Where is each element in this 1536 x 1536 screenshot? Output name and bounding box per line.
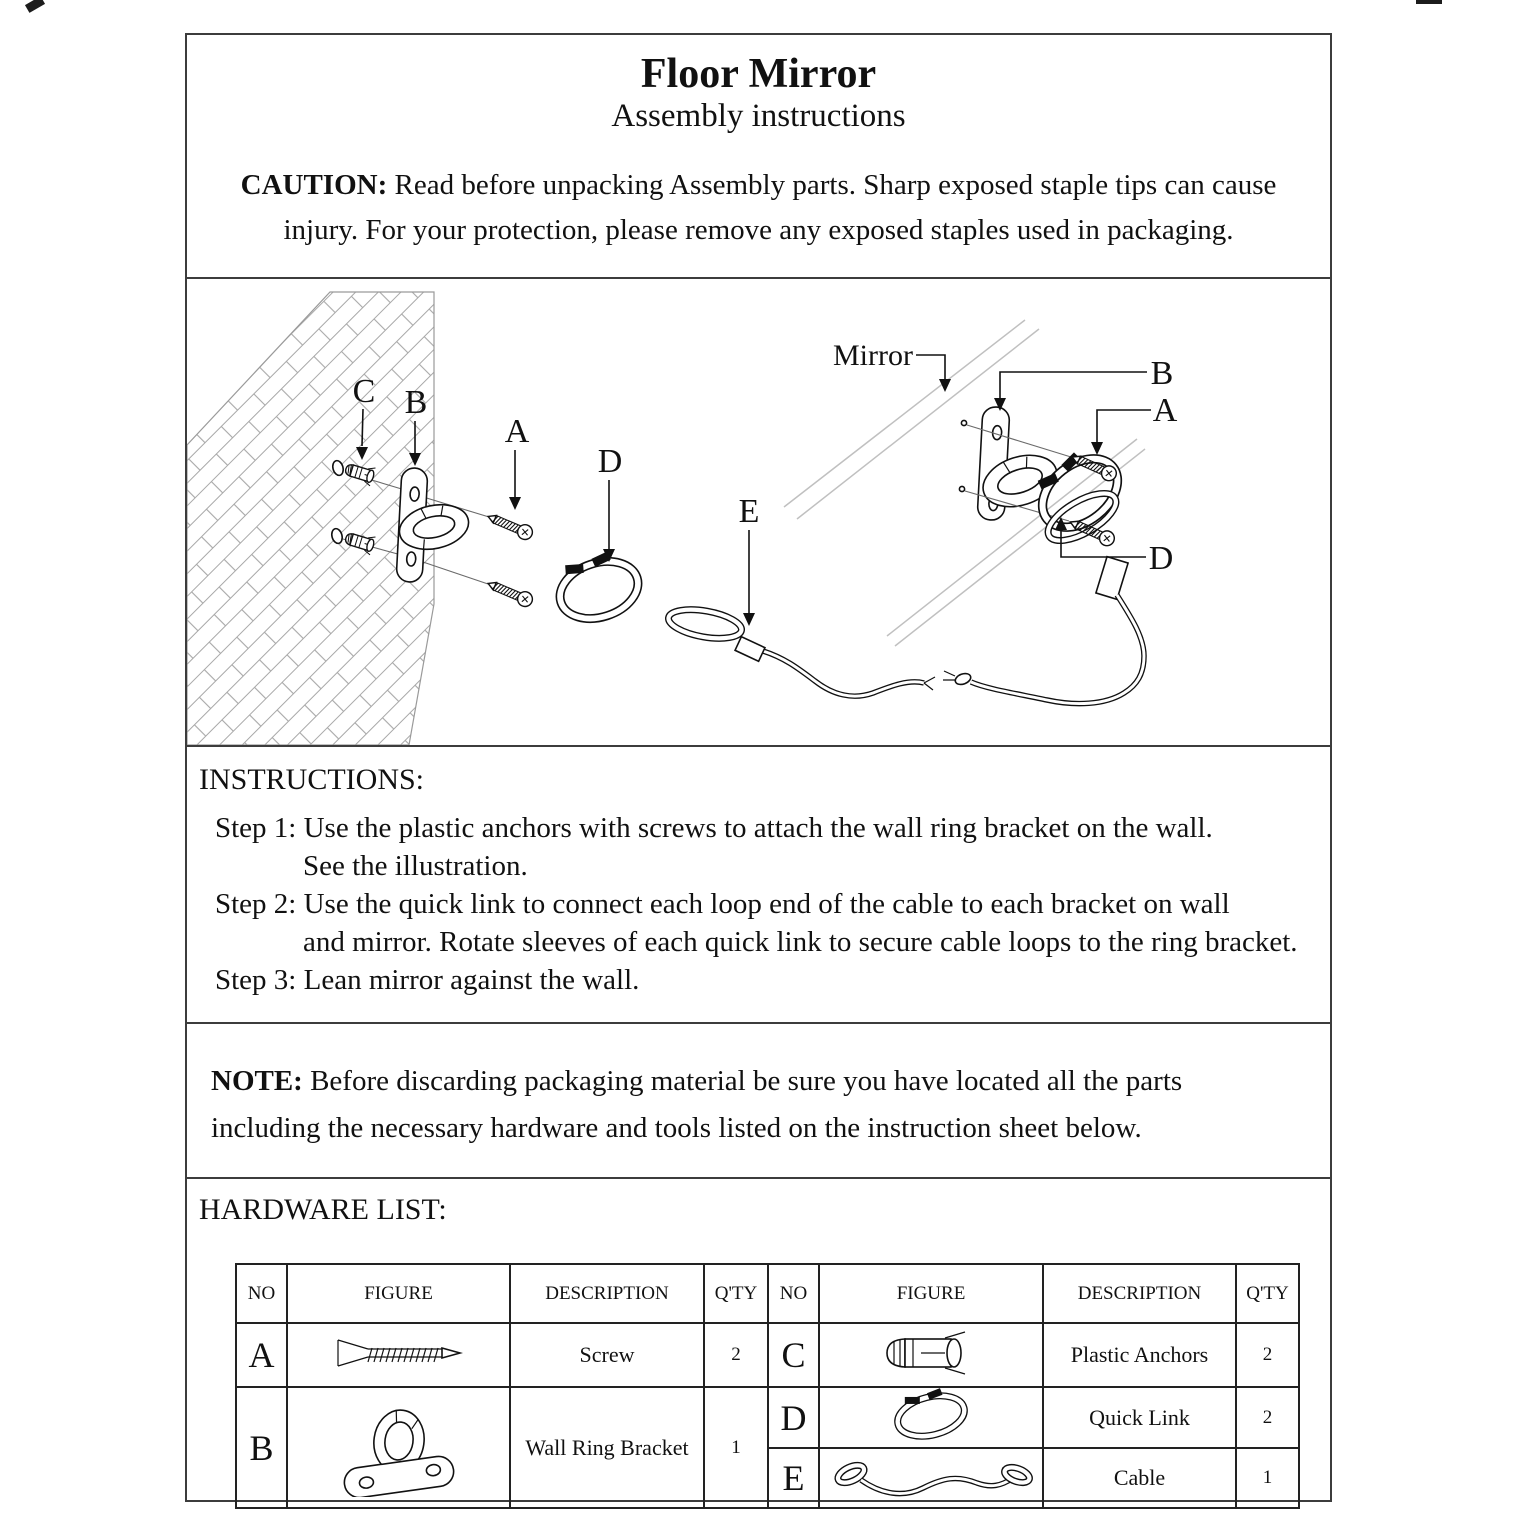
col-qty: Q'TY (1236, 1264, 1299, 1323)
label-e: E (738, 493, 760, 530)
col-figure: FIGURE (287, 1264, 510, 1323)
cable-figure (829, 1450, 1033, 1502)
label-d-right: D (1148, 540, 1174, 577)
pilot-hole-dot (959, 486, 964, 491)
label-a-right: A (1152, 392, 1178, 429)
item-description: Screw (510, 1323, 704, 1387)
quick-link-figure (550, 545, 645, 628)
note-line2: including the necessary hardware and tools listed on the instruction sheet below. (211, 1112, 1142, 1144)
page-subtitle: Assembly instructions (611, 98, 906, 135)
item-qty: 2 (1236, 1323, 1299, 1387)
hanging-cable-figure (943, 595, 1144, 704)
page-title: Floor Mirror (640, 51, 877, 97)
quick-link-figure (883, 1388, 979, 1442)
header-section (187, 35, 1330, 279)
label-b-right: B (1150, 355, 1174, 392)
col-description: DESCRIPTION (1043, 1264, 1236, 1323)
item-description: Quick Link (1043, 1387, 1236, 1448)
col-no: NO (236, 1264, 287, 1323)
item-no: D (768, 1387, 819, 1448)
label-d-left: D (597, 443, 623, 480)
item-description: Plastic Anchors (1043, 1323, 1236, 1387)
caution-text-line1: Read before unpacking Assembly parts. Sharp exposed staple tips can cause (394, 168, 1277, 201)
screw-figure-cell (287, 1323, 510, 1387)
label-mirror: Mirror (833, 339, 913, 372)
caution-paragraph (187, 163, 1330, 253)
item-qty: 1 (1236, 1448, 1299, 1508)
assembly-diagram (187, 279, 1330, 745)
hardware-table (235, 1263, 1300, 1509)
step-line: Step 1: Use the plastic anchors with screws to attach the wall ring bracket on the wall. (215, 812, 1213, 844)
hardware-section (187, 1179, 1330, 1504)
item-no: E (768, 1448, 819, 1508)
table-row (236, 1387, 1299, 1448)
col-no: NO (768, 1264, 819, 1323)
scan-artifact (1416, 0, 1442, 4)
col-qty: Q'TY (704, 1264, 768, 1323)
item-description: Cable (1043, 1448, 1236, 1508)
item-no: C (768, 1323, 819, 1387)
instructions-heading: INSTRUCTIONS: (199, 763, 425, 796)
step-line: See the illustration. (303, 850, 528, 882)
label-b-left: B (404, 384, 428, 421)
caution-text-line2: injury. For your protection, please remove any exposed staples used in packaging. (283, 213, 1234, 246)
step-line: Step 3: Lean mirror against the wall. (215, 964, 640, 996)
note-line1: Before discarding packaging material be sure you have located all the parts (310, 1065, 1183, 1097)
mirror-ring-bracket-figure (976, 406, 1063, 520)
bracket-figure-cell (287, 1387, 510, 1508)
anchor-figure-cell (819, 1323, 1043, 1387)
instruction-page (185, 33, 1332, 1502)
label-a-left: A (504, 413, 530, 450)
screw-figure (485, 510, 534, 542)
step-line: Step 2: Use the quick link to connect each loop end of the cable to each bracket on wall (215, 888, 1230, 920)
table-header-row (236, 1264, 1299, 1323)
instructions-section (187, 747, 1330, 1024)
item-qty: 1 (704, 1387, 768, 1508)
plastic-anchor-figure (875, 1331, 987, 1375)
pilot-hole-dot (961, 420, 966, 425)
col-figure: FIGURE (819, 1264, 1043, 1323)
step-line: and mirror. Rotate sleeves of each quick link to secure cable loops to the ring bracket. (303, 926, 1298, 958)
table-row (236, 1323, 1299, 1387)
item-qty: 2 (1236, 1387, 1299, 1448)
assembly-diagram-section (187, 279, 1330, 747)
quicklink-figure-cell (819, 1387, 1043, 1448)
cable-figure (666, 605, 935, 696)
scan-artifact (25, 0, 45, 13)
hardware-heading: HARDWARE LIST: (199, 1193, 447, 1226)
note-label: NOTE: (211, 1065, 303, 1097)
label-c: C (352, 373, 376, 410)
cable-figure-cell (819, 1448, 1043, 1508)
screw-figure (485, 577, 534, 609)
brick-wall (187, 292, 434, 745)
caution-label: CAUTION: (240, 168, 388, 201)
item-no: A (236, 1323, 287, 1387)
wall-ring-bracket-figure (334, 1393, 464, 1497)
item-qty: 2 (704, 1323, 768, 1387)
item-description: Wall Ring Bracket (510, 1387, 704, 1508)
col-description: DESCRIPTION (510, 1264, 704, 1323)
instruction-steps (199, 809, 1320, 999)
note-section (187, 1024, 1330, 1179)
screw-figure (324, 1333, 474, 1373)
item-no: B (236, 1387, 287, 1508)
